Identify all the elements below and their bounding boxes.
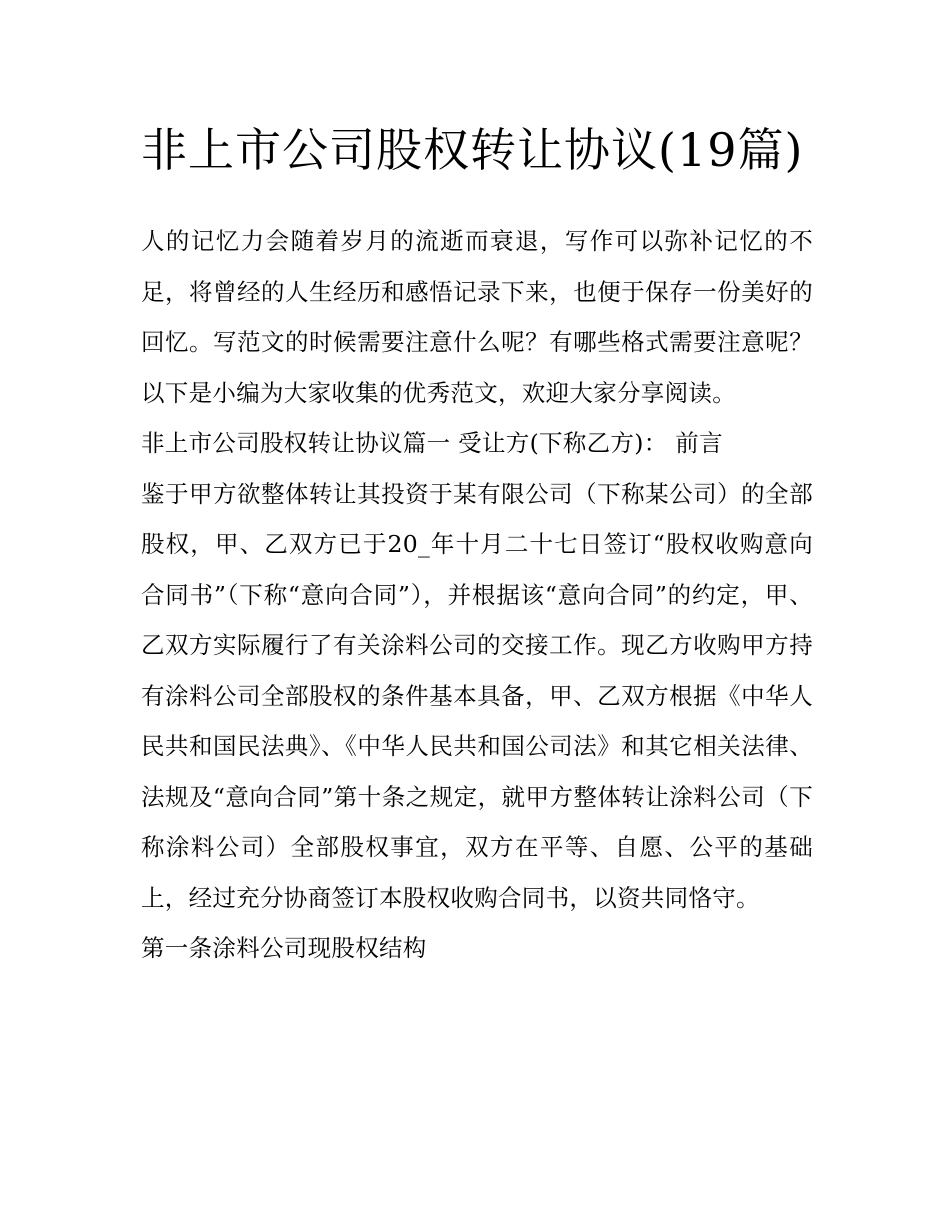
intro-paragraph: 人的记忆力会随着岁月的流逝而衰退，写作可以弥补记忆的不足，将曾经的人生经历和感悟记录下来，也便于保存一份美好的回忆。写范文的时候需要注意什么呢？有哪些格式需要注意呢？以下是小编为大家收集的优秀范文，欢迎大家分享阅读。 [141,227,813,407]
body-paragraph: 鉴于甲方欲整体转让其投资于某有限公司（下称某公司）的全部股权，甲、乙双方已于20_年十月二十七日签订“股权收购意向合同书”（下称“意向合同”），并根据该“意向合同”的约定，甲、乙双方实际履行了有关涂料公司的交接工作。现乙方收购甲方持有涂料公司全部股权的条件基本具备，甲、乙双方根据《中华人民共和国民法典》、《中华人民共和国公司法》和其它相关法律、法规及“意向合同”第十条之规定，就甲方整体转让涂料公司（下称涂料公司）全部股权事宜，双方在平等、自愿、公平的基础上，经过充分协商签订本股权收购合同书，以资共同恪守。 [141,479,813,912]
section-heading: 非上市公司股权转让协议篇一 受让方(下称乙方)： 前言 [141,429,723,457]
document-content [141,112,813,974]
article-heading: 第一条涂料公司现股权结构 [141,934,427,962]
document-title: 非上市公司股权转让协议(19篇) [141,123,804,177]
